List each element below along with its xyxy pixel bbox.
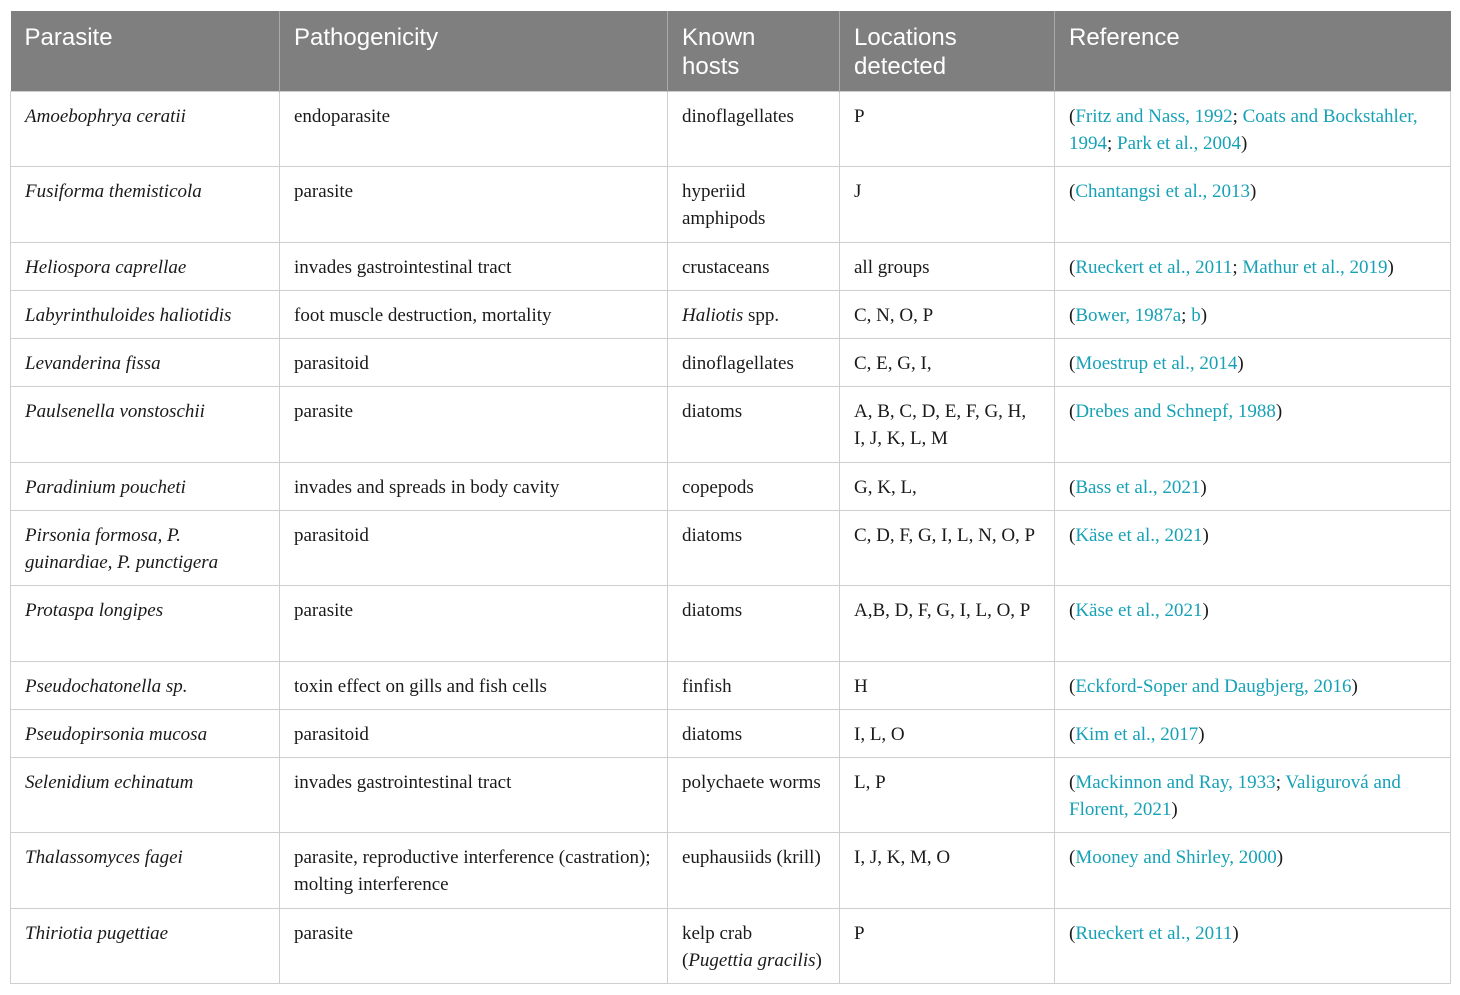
parasite-cell: Labyrinthuloides haliotidis	[11, 291, 280, 339]
locations-cell: P	[840, 92, 1055, 167]
table-row	[11, 909, 1451, 984]
parasite-cell: Pseudochatonella sp.	[11, 662, 280, 710]
reference-cell: (Chantangsi et al., 2013)	[1055, 167, 1451, 243]
header-row	[11, 11, 1451, 92]
reference-cell: (Eckford-Soper and Daugbjerg, 2016)	[1055, 662, 1451, 710]
reference-link[interactable]: Eckford-Soper and Daugbjerg, 2016	[1075, 676, 1352, 697]
reference-cell: (Käse et al., 2021)	[1055, 511, 1451, 586]
reference-cell: (Fritz and Nass, 1992; Coats and Bockstahler, 1994; Park et al., 2004)	[1055, 92, 1451, 167]
reference-link[interactable]: Bower, 1987a	[1075, 305, 1182, 326]
hosts-cell: diatoms	[668, 511, 840, 586]
reference-link[interactable]: Rueckert et al., 2011	[1075, 257, 1233, 278]
pathogenicity-cell: invades gastrointestinal tract	[280, 758, 668, 833]
reference-cell: (Rueckert et al., 2011)	[1055, 909, 1451, 984]
reference-link[interactable]: Drebes and Schnepf, 1988	[1075, 401, 1276, 422]
reference-link[interactable]: Moestrup et al., 2014	[1075, 353, 1238, 374]
table-row	[11, 511, 1451, 586]
reference-link[interactable]: Park et al., 2004	[1117, 133, 1242, 154]
reference-cell: (Bass et al., 2021)	[1055, 463, 1451, 511]
pathogenicity-cell: endoparasite	[280, 92, 668, 167]
table-row	[11, 758, 1451, 833]
reference-link[interactable]: Kim et al., 2017	[1075, 724, 1199, 745]
pathogenicity-cell: invades and spreads in body cavity	[280, 463, 668, 511]
reference-link[interactable]: Mathur et al., 2019	[1242, 257, 1388, 278]
locations-cell: C, N, O, P	[840, 291, 1055, 339]
table-row	[11, 463, 1451, 511]
pathogenicity-cell: parasitoid	[280, 339, 668, 387]
header-parasite: Parasite	[11, 11, 280, 92]
locations-cell: I, J, K, M, O	[840, 833, 1055, 909]
parasite-cell: Pseudopirsonia mucosa	[11, 710, 280, 758]
locations-cell: I, L, O	[840, 710, 1055, 758]
parasite-cell: Paradinium poucheti	[11, 463, 280, 511]
header-reference: Reference	[1055, 11, 1451, 92]
parasite-cell: Thiriotia pugettiae	[11, 909, 280, 984]
pathogenicity-cell: foot muscle destruction, mortality	[280, 291, 668, 339]
reference-cell: (Bower, 1987a; b)	[1055, 291, 1451, 339]
locations-cell: all groups	[840, 243, 1055, 291]
parasite-table	[10, 11, 1451, 984]
hosts-cell: kelp crab (Pugettia gracilis)	[668, 909, 840, 984]
hosts-cell: dinoflagellates	[668, 92, 840, 167]
hosts-cell: crustaceans	[668, 243, 840, 291]
header-locations-detected: Locations detected	[840, 11, 1055, 92]
reference-cell: (Mooney and Shirley, 2000)	[1055, 833, 1451, 909]
reference-cell: (Kim et al., 2017)	[1055, 710, 1451, 758]
reference-cell: (Rueckert et al., 2011; Mathur et al., 2019)	[1055, 243, 1451, 291]
hosts-cell: diatoms	[668, 586, 840, 662]
parasite-cell: Paulsenella vonstoschii	[11, 387, 280, 463]
table-row	[11, 586, 1451, 662]
pathogenicity-cell: parasitoid	[280, 511, 668, 586]
reference-link[interactable]: b	[1191, 305, 1201, 326]
table-row	[11, 387, 1451, 463]
header-pathogenicity: Pathogenicity	[280, 11, 668, 92]
hosts-cell: hyperiid amphipods	[668, 167, 840, 243]
parasite-cell: Heliospora caprellae	[11, 243, 280, 291]
table-row	[11, 833, 1451, 909]
parasite-cell: Selenidium echinatum	[11, 758, 280, 833]
table-row	[11, 662, 1451, 710]
reference-link[interactable]: Käse et al., 2021	[1075, 525, 1203, 546]
table-row	[11, 167, 1451, 243]
locations-cell: A, B, C, D, E, F, G, H, I, J, K, L, M	[840, 387, 1055, 463]
table-row	[11, 291, 1451, 339]
reference-link[interactable]: Coats and Bockstahler, 1994	[1069, 106, 1418, 154]
locations-cell: C, E, G, I,	[840, 339, 1055, 387]
parasite-cell: Amoebophrya ceratii	[11, 92, 280, 167]
reference-cell: (Drebes and Schnepf, 1988)	[1055, 387, 1451, 463]
table-row	[11, 92, 1451, 167]
hosts-cell: euphausiids (krill)	[668, 833, 840, 909]
reference-link[interactable]: Mooney and Shirley, 2000	[1075, 847, 1277, 868]
reference-cell: (Moestrup et al., 2014)	[1055, 339, 1451, 387]
parasite-cell: Levanderina fissa	[11, 339, 280, 387]
locations-cell: G, K, L,	[840, 463, 1055, 511]
parasite-cell: Fusiforma themisticola	[11, 167, 280, 243]
reference-cell: (Käse et al., 2021)	[1055, 586, 1451, 662]
reference-link[interactable]: Mackinnon and Ray, 1933	[1075, 772, 1276, 793]
parasite-cell: Protaspa longipes	[11, 586, 280, 662]
reference-cell: (Mackinnon and Ray, 1933; Valigurová and Florent, 2021)	[1055, 758, 1451, 833]
locations-cell: A,B, D, F, G, I, L, O, P	[840, 586, 1055, 662]
table-row	[11, 710, 1451, 758]
hosts-cell: polychaete worms	[668, 758, 840, 833]
pathogenicity-cell: parasite	[280, 387, 668, 463]
reference-link[interactable]: Käse et al., 2021	[1075, 600, 1203, 621]
locations-cell: C, D, F, G, I, L, N, O, P	[840, 511, 1055, 586]
reference-link[interactable]: Chantangsi et al., 2013	[1075, 181, 1250, 202]
hosts-cell: Haliotis spp.	[668, 291, 840, 339]
pathogenicity-cell: parasite	[280, 909, 668, 984]
locations-cell: P	[840, 909, 1055, 984]
table-row	[11, 339, 1451, 387]
hosts-cell: dinoflagellates	[668, 339, 840, 387]
locations-cell: L, P	[840, 758, 1055, 833]
pathogenicity-cell: parasite, reproductive interference (castration); molting interference	[280, 833, 668, 909]
parasite-cell: Thalassomyces fagei	[11, 833, 280, 909]
locations-cell: H	[840, 662, 1055, 710]
pathogenicity-cell: parasitoid	[280, 710, 668, 758]
pathogenicity-cell: toxin effect on gills and fish cells	[280, 662, 668, 710]
reference-link[interactable]: Rueckert et al., 2011	[1075, 923, 1233, 944]
hosts-cell: diatoms	[668, 710, 840, 758]
pathogenicity-cell: parasite	[280, 586, 668, 662]
table-row	[11, 243, 1451, 291]
table-container	[10, 11, 1450, 984]
parasite-cell: Pirsonia formosa, P. guinardiae, P. punctigera	[11, 511, 280, 586]
pathogenicity-cell: invades gastrointestinal tract	[280, 243, 668, 291]
hosts-cell: finfish	[668, 662, 840, 710]
locations-cell: J	[840, 167, 1055, 243]
reference-link[interactable]: Fritz and Nass, 1992	[1075, 106, 1233, 127]
pathogenicity-cell: parasite	[280, 167, 668, 243]
header-known-hosts: Known hosts	[668, 11, 840, 92]
hosts-cell: copepods	[668, 463, 840, 511]
reference-link[interactable]: Bass et al., 2021	[1075, 477, 1201, 498]
reference-link[interactable]: Valigurová and Florent, 2021	[1069, 772, 1401, 820]
hosts-cell: diatoms	[668, 387, 840, 463]
